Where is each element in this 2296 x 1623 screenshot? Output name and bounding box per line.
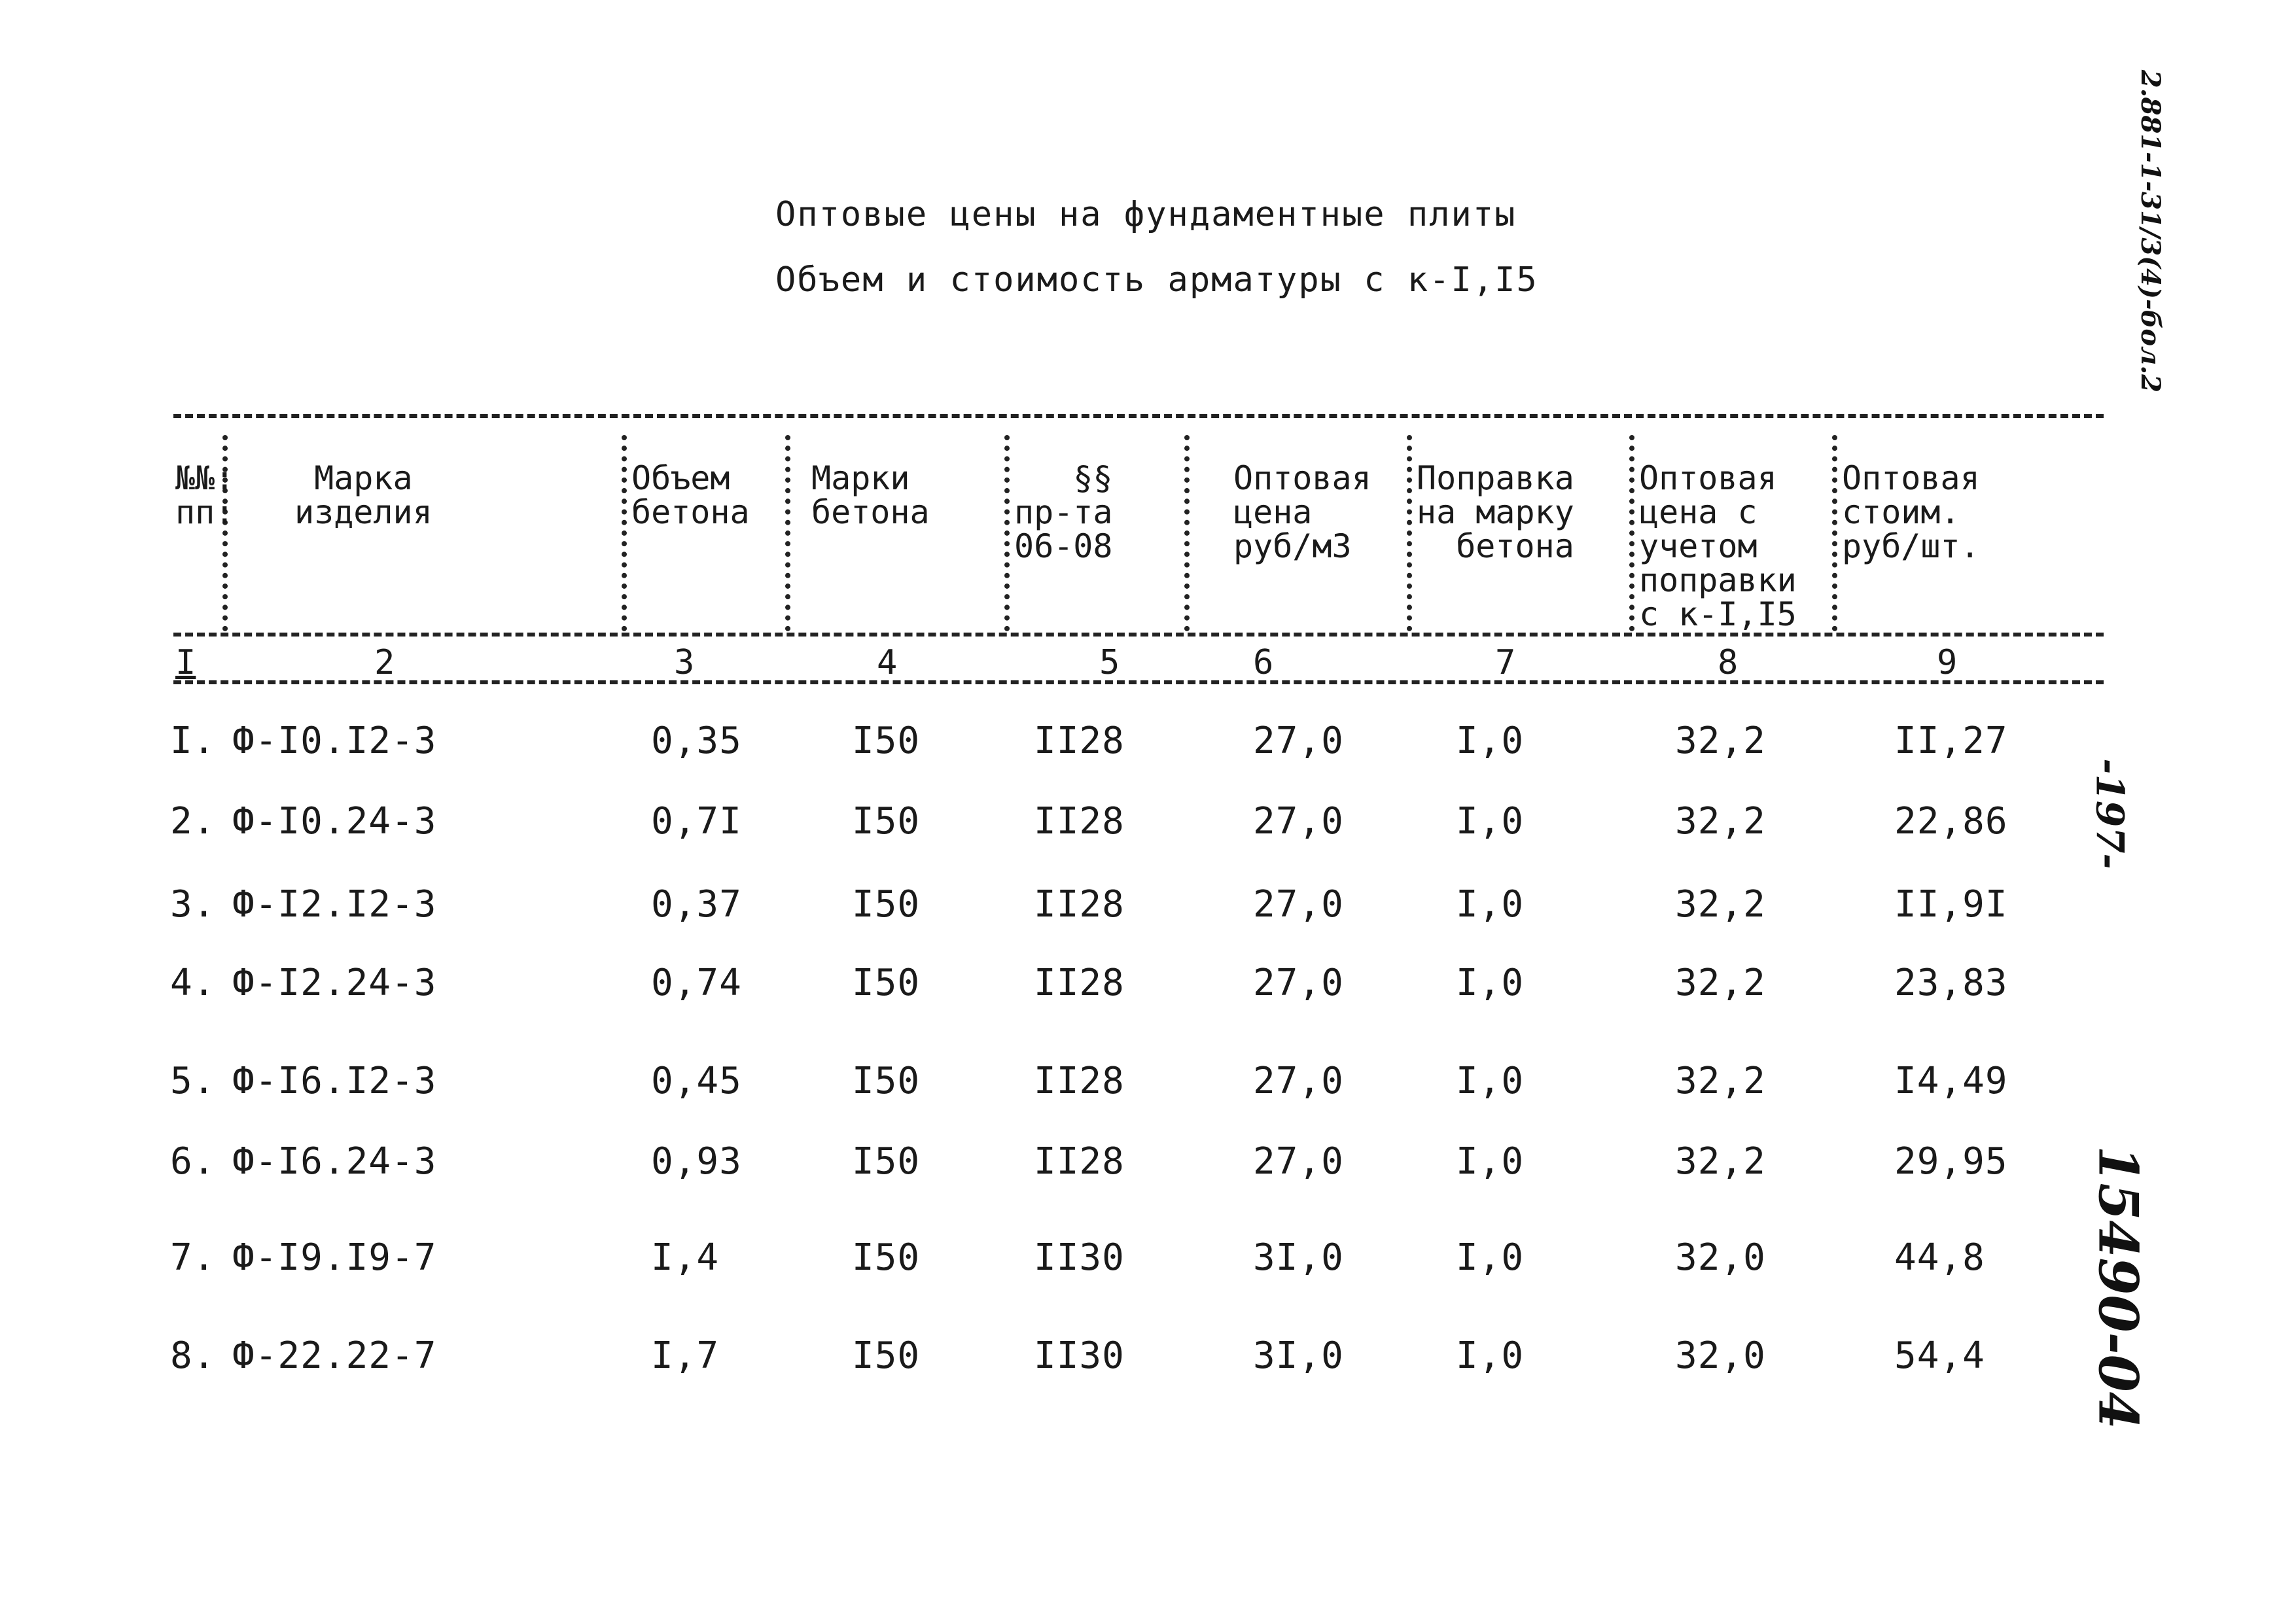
product-mark: Ф-I2.I2-3: [232, 883, 437, 926]
wholesale-price: 27,0: [1253, 1060, 1344, 1102]
row-number: 3.: [170, 883, 216, 926]
column-separator: [1184, 435, 1190, 631]
margin-note-series: 2.881-1-31/3(4)-бол.2: [2135, 69, 2166, 393]
concrete-grade: I50: [852, 1335, 921, 1377]
column-separator: [1832, 435, 1837, 631]
price-list-section: II30: [1034, 1236, 1125, 1279]
adjusted-price: 32,0: [1675, 1236, 1766, 1279]
price-list-section: II28: [1034, 1140, 1125, 1183]
concrete-volume: 0,45: [651, 1060, 742, 1102]
concrete-grade: I50: [852, 800, 921, 843]
price-list-section: II28: [1034, 800, 1125, 843]
concrete-grade: I50: [852, 962, 921, 1004]
product-mark: Ф-I9.I9-7: [232, 1236, 437, 1279]
column-number: 3: [674, 643, 695, 682]
row-number: 4.: [170, 962, 216, 1004]
adjusted-price: 32,0: [1675, 1335, 1766, 1377]
header-grade-correction: Поправка на марку бетона: [1417, 459, 1574, 565]
grade-correction: I,0: [1456, 720, 1525, 762]
header-product-mark: Марка изделия: [294, 459, 433, 531]
document-subtitle: Объем и стоимость арматуры с к-I,I5: [775, 260, 1538, 300]
adjusted-price: 32,2: [1675, 962, 1766, 1004]
wholesale-price: 27,0: [1253, 720, 1344, 762]
concrete-volume: 0,35: [651, 720, 742, 762]
unit-cost: 29,95: [1894, 1140, 2008, 1183]
unit-cost: 44,8: [1894, 1236, 1985, 1279]
grade-correction: I,0: [1456, 883, 1525, 926]
adjusted-price: 32,2: [1675, 800, 1766, 843]
price-list-section: II28: [1034, 962, 1125, 1004]
grade-correction: I,0: [1456, 1335, 1525, 1377]
wholesale-price: 27,0: [1253, 800, 1344, 843]
column-number: 9: [1937, 643, 1958, 682]
unit-cost: 54,4: [1894, 1335, 1985, 1377]
product-mark: Ф-I2.24-3: [232, 962, 437, 1004]
concrete-grade: I50: [852, 1060, 921, 1102]
header-price-list-section: §§ пр-та 06-08: [1014, 459, 1113, 565]
concrete-grade: I50: [852, 1236, 921, 1279]
column-separator: [1629, 435, 1634, 631]
adjusted-price: 32,2: [1675, 883, 1766, 926]
row-number: 7.: [170, 1236, 216, 1279]
concrete-volume: 0,7I: [651, 800, 742, 843]
wholesale-price: 27,0: [1253, 883, 1344, 926]
concrete-grade: I50: [852, 720, 921, 762]
document-title: Оптовые цены на фундаментные плиты: [775, 195, 1517, 234]
header-wholesale-cost-per-unit: Оптовая стоим. руб/шт.: [1842, 459, 1980, 565]
concrete-volume: I,4: [651, 1236, 720, 1279]
grade-correction: I,0: [1456, 1060, 1525, 1102]
concrete-grade: I50: [852, 883, 921, 926]
margin-page-number: -197-: [2087, 758, 2132, 869]
adjusted-price: 32,2: [1675, 1060, 1766, 1102]
product-mark: Ф-22.22-7: [232, 1335, 437, 1377]
header-concrete-volume: Объем бетона: [631, 459, 750, 531]
wholesale-price: 27,0: [1253, 1140, 1344, 1183]
grade-correction: I,0: [1456, 1236, 1525, 1279]
product-mark: Ф-I6.I2-3: [232, 1060, 437, 1102]
product-mark: Ф-I6.24-3: [232, 1140, 437, 1183]
column-separator: [1004, 435, 1010, 631]
column-separator: [1407, 435, 1412, 631]
column-number: I: [175, 643, 196, 682]
header-concrete-grade: Марки бетона: [811, 459, 930, 531]
row-number: 5.: [170, 1060, 216, 1102]
unit-cost: I4,49: [1894, 1060, 2008, 1102]
concrete-volume: 0,74: [651, 962, 742, 1004]
price-list-section: II30: [1034, 1335, 1125, 1377]
header-bottom-rule: [173, 633, 2104, 637]
column-number: 5: [1099, 643, 1120, 682]
concrete-volume: 0,93: [651, 1140, 742, 1183]
column-number: 4: [877, 643, 898, 682]
header-wholesale-price-per-m3: Оптовая цена руб/м3: [1233, 459, 1371, 565]
wholesale-price: 27,0: [1253, 962, 1344, 1004]
adjusted-price: 32,2: [1675, 1140, 1766, 1183]
price-list-section: II28: [1034, 720, 1125, 762]
header-adjusted-price: Оптовая цена с учетом поправки с к-I,I5: [1639, 459, 1797, 633]
column-number: 8: [1718, 643, 1739, 682]
adjusted-price: 32,2: [1675, 720, 1766, 762]
price-list-section: II28: [1034, 1060, 1125, 1102]
table-top-rule: [173, 414, 2104, 418]
unit-cost: 23,83: [1894, 962, 2008, 1004]
margin-document-number: 15490-04: [2086, 1145, 2149, 1429]
wholesale-price: 3I,0: [1253, 1236, 1344, 1279]
row-number: 8.: [170, 1335, 216, 1377]
price-list-section: II28: [1034, 883, 1125, 926]
row-number: I.: [170, 720, 216, 762]
column-separator: [622, 435, 627, 631]
concrete-grade: I50: [852, 1140, 921, 1183]
product-mark: Ф-I0.I2-3: [232, 720, 437, 762]
unit-cost: 22,86: [1894, 800, 2008, 843]
wholesale-price: 3I,0: [1253, 1335, 1344, 1377]
concrete-volume: 0,37: [651, 883, 742, 926]
column-number: 2: [374, 643, 395, 682]
concrete-volume: I,7: [651, 1335, 720, 1377]
header-row-number: №№: пп:: [175, 459, 235, 531]
grade-correction: I,0: [1456, 962, 1525, 1004]
column-separator: [785, 435, 790, 631]
unit-cost: II,9I: [1894, 883, 2008, 926]
unit-cost: II,27: [1894, 720, 2008, 762]
column-number: 6: [1253, 643, 1274, 682]
row-number: 6.: [170, 1140, 216, 1183]
grade-correction: I,0: [1456, 800, 1525, 843]
grade-correction: I,0: [1456, 1140, 1525, 1183]
column-numbers-bottom-rule: [173, 680, 2104, 684]
column-number: 7: [1495, 643, 1516, 682]
product-mark: Ф-I0.24-3: [232, 800, 437, 843]
row-number: 2.: [170, 800, 216, 843]
